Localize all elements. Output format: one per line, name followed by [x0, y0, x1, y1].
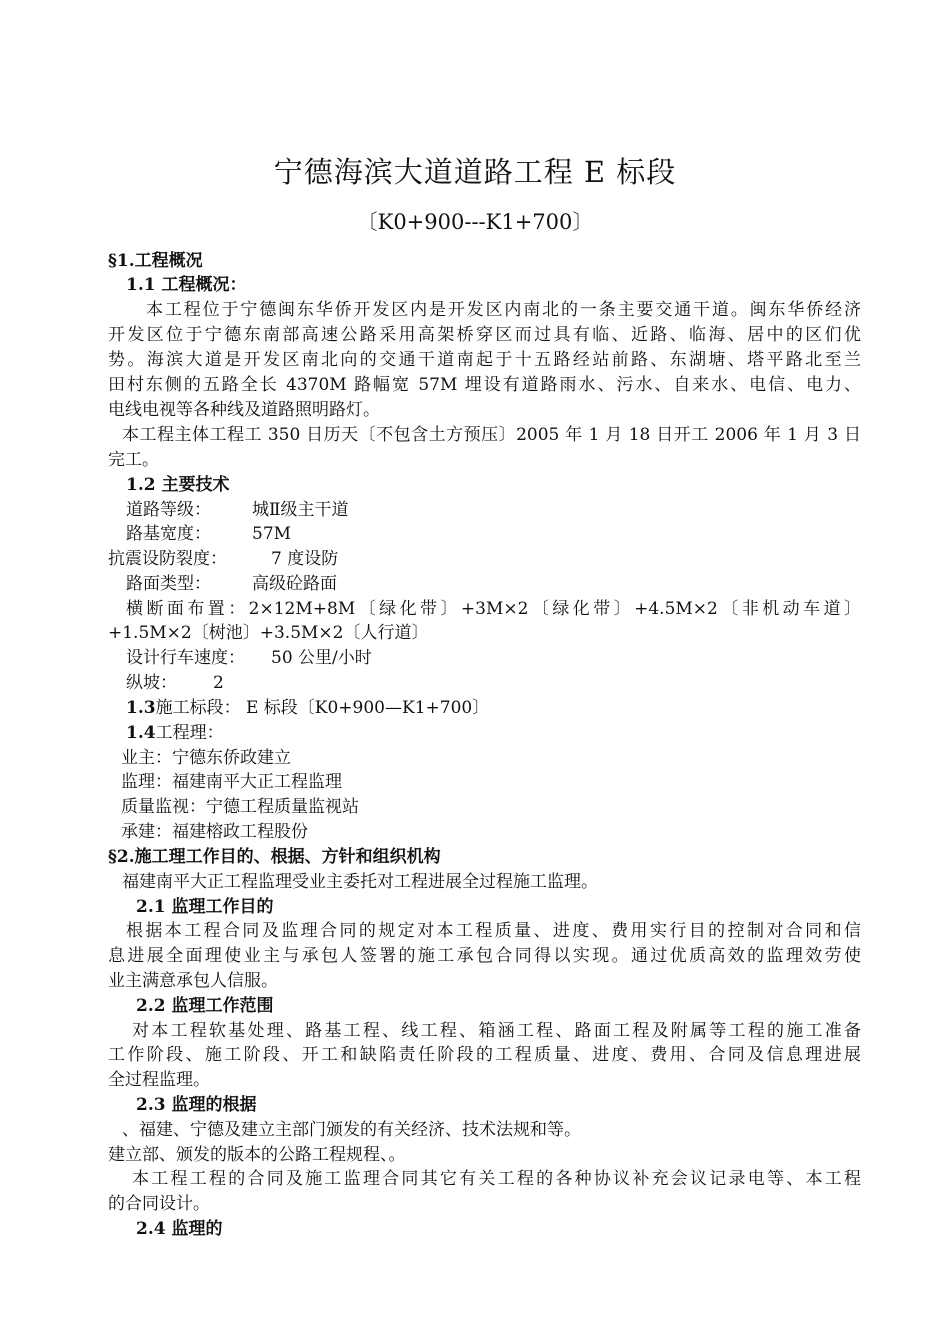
heading-1-4-number: 1.4 — [126, 723, 156, 743]
paragraph-2-3-line: 本工程工程的合同及施工监理合同其它有关工程的各种协议补充会议记录电等、本工程 — [132, 1169, 861, 1189]
supervisor-line: 监理：福建南平大正工程监理 — [121, 772, 342, 792]
paragraph-1-1-line: 本工程位于宁德闽东华侨开发区内是开发区内南北的一条主要交通干道。闽东华侨经济 — [146, 300, 861, 320]
seismic-value: 7 度设防 — [271, 549, 339, 569]
document-subtitle: 〔K0+900---K1+700〕 — [356, 210, 594, 234]
paragraph-2-2-line: 对本工程软基处理、路基工程、线工程、箱涵工程、路面工程及附属等工程的施工准备 — [132, 1021, 861, 1041]
paragraph-duration-line: 完工。 — [108, 450, 159, 470]
heading-1-3-number: 1.3 — [126, 698, 156, 718]
paragraph-1-1-line: 势。海滨大道是开发区南北向的交通干道南起于十五路经站前路、东湖塘、塔平路北至兰 — [108, 350, 861, 370]
paragraph-1-1-line: 田村东侧的五路全长 4370M 路幅宽 57M 埋设有道路雨水、污水、自来水、电信、电力、 — [108, 375, 861, 395]
heading-2-4: 2.4 监理的 — [136, 1219, 223, 1239]
heading-1-3 — [126, 696, 489, 720]
subgrade-width-value: 57M — [252, 524, 292, 544]
heading-1-3-text: 施工标段： E 标段〔K0+900—K1+700〕 — [155, 698, 490, 718]
owner-line: 业主：宁德东侨政建立 — [121, 748, 291, 768]
heading-1-1: 1.1 工程概况： — [126, 275, 247, 295]
paragraph-1-1-line: 电线电视等各种线及道路照明路灯。 — [108, 400, 380, 420]
paragraph-2-1-line: 息进展全面理使业主与承包人签署的施工承包合同得以实现。通过优质高效的监理效劳使 — [108, 946, 861, 966]
pavement-value: 高级砼路面 — [252, 574, 337, 594]
paragraph-2-2-line: 工作阶段、施工阶段、开工和缺陷责任阶段的工程质量、进度、费用、合同及信息理进展 — [108, 1045, 861, 1065]
heading-1-4 — [126, 721, 224, 745]
slope-value: 2 — [213, 673, 224, 693]
slope-label: 纵坡： — [126, 673, 177, 693]
paragraph-2-3-line: 的合同设计。 — [108, 1194, 210, 1214]
cross-section-line: 横断面布置：2×12M+8M〔绿化带〕+3M×2〔绿化带〕+4.5M×2〔非机动车道〕 — [126, 599, 861, 619]
basis-line: 建立部、颁发的版本的公路工程规程、。 — [108, 1145, 406, 1165]
section-1-heading: §1.工程概况 — [108, 251, 203, 271]
paragraph-2-2-line: 全过程监理。 — [108, 1070, 210, 1090]
speed-label: 设计行车速度： — [126, 648, 245, 668]
heading-1-2: 1.2 主要技术 — [126, 475, 230, 495]
document-title: 宁德海滨大道道路工程 E 标段 — [273, 155, 677, 189]
road-grade-value: 城Ⅱ级主干道 — [252, 500, 349, 520]
cross-section-line: +1.5M×2〔树池〕+3.5M×2〔人行道〕 — [108, 623, 429, 643]
subgrade-width-label: 路基宽度： — [126, 524, 211, 544]
paragraph-2-1-line: 根据本工程合同及监理合同的规定对本工程质量、进度、费用实行目的控制对合同和信 — [126, 921, 861, 941]
basis-line: 、福建、宁德及建立主部门颁发的有关经济、技术法规和等。 — [122, 1120, 581, 1140]
paragraph-1-1-line: 开发区位于宁德东南部高速公路采用高架桥穿区而过具有临、近路、临海、居中的区们优 — [108, 325, 861, 345]
seismic-label: 抗震设防裂度： — [108, 549, 227, 569]
heading-1-4-text: 工程理： — [155, 723, 224, 743]
quality-line: 质量监视：宁德工程质量监视站 — [121, 797, 359, 817]
road-grade-label: 道路等级： — [126, 500, 211, 520]
section-2-heading: §2.施工理工作目的、根据、方针和组织机构 — [108, 847, 441, 867]
heading-2-2: 2.2 监理工作范围 — [136, 996, 274, 1016]
paragraph-2-1-line: 业主满意承包人信服。 — [108, 971, 278, 991]
paragraph-duration-line: 本工程主体工程工 350 日历天〔不包含土方预压〕2005 年 1 月 18 日开工 2006 年 1 月 3 日 — [122, 425, 861, 445]
contractor-line: 承建：福建榕政工程股份 — [121, 822, 308, 842]
speed-value: 50 公里/小时 — [271, 648, 372, 668]
section-2-intro: 福建南平大正工程监理受业主委托对工程进展全过程施工监理。 — [122, 872, 598, 892]
heading-2-1: 2.1 监理工作目的 — [136, 897, 274, 917]
heading-2-3: 2.3 监理的根据 — [136, 1095, 257, 1115]
pavement-label: 路面类型： — [126, 574, 211, 594]
